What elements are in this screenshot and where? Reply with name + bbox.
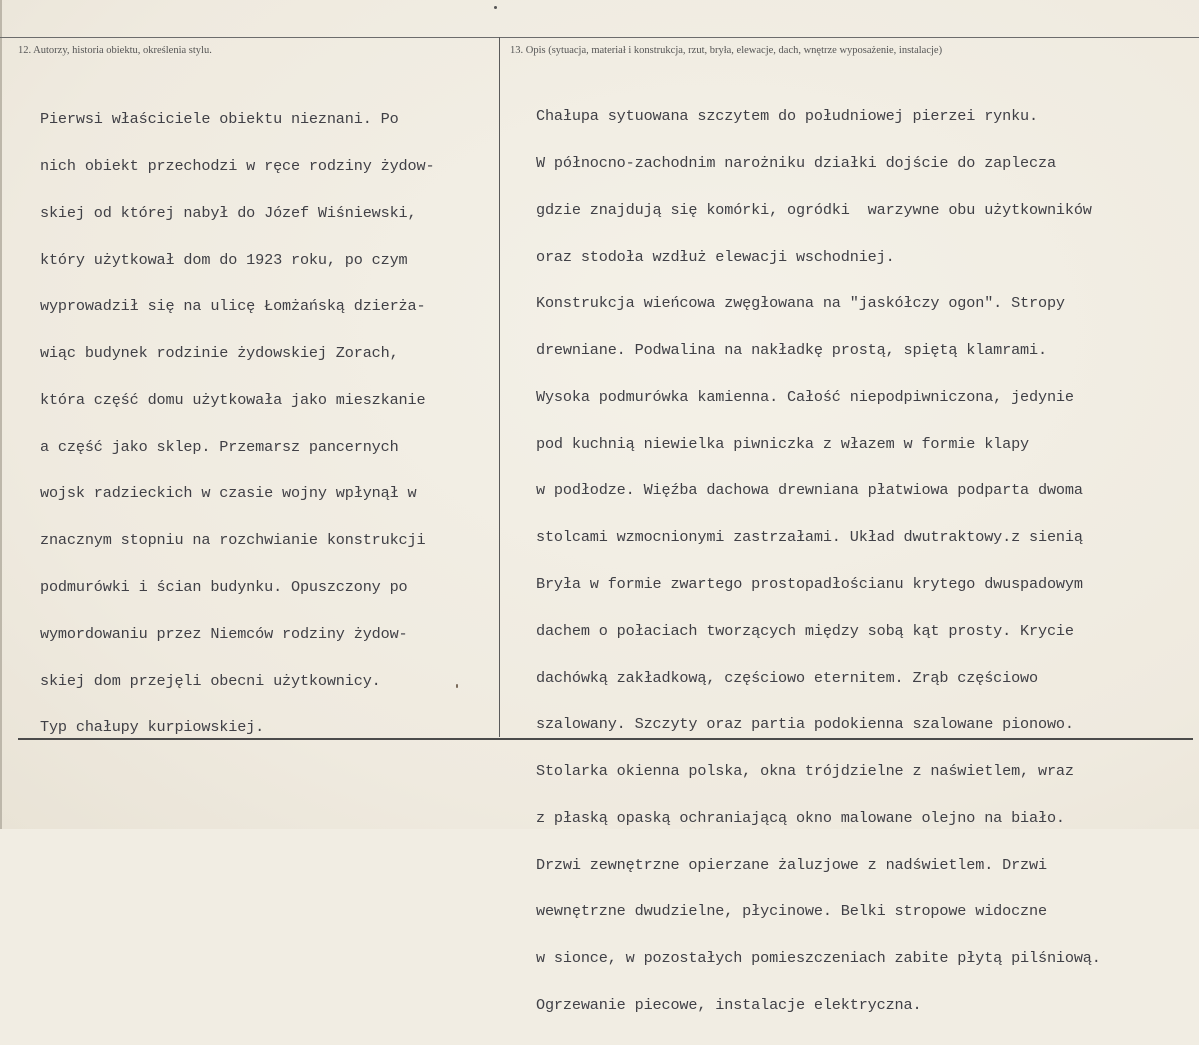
description-line: z płaską opaską ochraniającą okno malowane olejno na biało. — [536, 808, 1065, 827]
description-line: Chałupa sytuowana szczytem do południowej pierzei rynku. — [536, 107, 1038, 126]
description-line: Stolarka okienna polska, okna trójdzielne z naświetlem, wraz — [536, 762, 1074, 781]
description-line: dachówką zakładkową, częściowo eternitem. Zrąb częściowo — [536, 668, 1038, 687]
field-13-label: 13. Opis (sytuacja, materiał i konstrukcja, rzut, bryła, elewacje, dach, wnętrze wyposażenie, instalacje) — [510, 45, 943, 56]
field-12-label: 12. Autorzy, historia obiektu, określenia stylu. — [18, 45, 212, 56]
description-line: gdzie znajdują się komórki, ogródki warzywne obu użytkowników — [536, 200, 1092, 219]
history-line: podmurówki i ścian budynku. Opuszczony po — [40, 578, 408, 596]
history-line: który użytkował dom do 1923 roku, po czym — [40, 250, 408, 269]
description-text-block — [536, 78, 1101, 1045]
history-line: skiej od której nabył do Józef Wiśniewski, — [40, 203, 417, 222]
description-line: Bryła w formie zwartego prostopadłościanu krytego dwuspadowym — [536, 575, 1083, 593]
description-line: drewniane. Podwalina na nakładkę prostą, spiętą klamrami. — [536, 341, 1047, 360]
description-line: Drzwi zewnętrzne opierzane żaluzjowe z nadświetlem. Drzwi — [536, 855, 1047, 874]
history-line: znacznym stopniu na rozchwianie konstrukcji — [40, 531, 426, 550]
history-text-block — [40, 81, 434, 767]
history-line: wymordowaniu przez Niemców rodziny żydow- — [40, 624, 408, 643]
history-line: Typ chałupy kurpiowskiej. — [40, 718, 265, 737]
description-line: szalowany. Szczyty oraz partia podokienna szalowane pionowo. — [536, 715, 1074, 734]
column-divider — [499, 37, 500, 737]
description-line: oraz stodoła wzdłuż elewacji wschodniej. — [536, 247, 895, 266]
description-line: wewnętrzne dwudzielne, płycinowe. Belki stropowe widoczne — [536, 902, 1047, 921]
history-line: a część jako sklep. Przemarsz pancernych — [40, 437, 399, 456]
sheet-left-edge — [0, 0, 2, 829]
description-line: W północno-zachodnim narożniku działki dojście do zaplecza — [536, 153, 1056, 172]
description-line: w sionce, w pozostałych pomieszczeniach zabite płytą pilśniową. — [536, 949, 1101, 968]
description-line: Konstrukcja wieńcowa zwęgłowana na "jaskółczy ogon". Stropy — [536, 294, 1065, 313]
history-line: nich obiekt przechodzi w ręce rodziny żydow- — [40, 156, 435, 175]
description-line: stolcami wzmocnionymi zastrzałami. Układ dwutraktowy.z sienią — [536, 528, 1083, 547]
description-line: dachem o połaciach tworzących między sobą kąt prosty. Krycie — [536, 621, 1074, 640]
paper-speck — [456, 684, 458, 688]
description-line: Wysoka podmurówka kamienna. Całość niepodpiwniczona, jedynie — [536, 387, 1074, 406]
description-line: w podłodze. Więźba dachowa drewniana płatwiowa podparta dwoma — [536, 481, 1083, 500]
history-line: wojsk radzieckich w czasie wojny wpłynął w — [40, 484, 417, 503]
header-rule — [0, 37, 1199, 38]
history-line: która część domu użytkowała jako mieszkanie — [40, 390, 426, 409]
fold-mark — [494, 6, 497, 9]
history-line: skiej dom przejęli obecni użytkownicy. — [40, 671, 381, 690]
history-line: Pierwsi właściciele obiektu nieznani. Po — [40, 110, 399, 129]
description-line: Ogrzewanie piecowe, instalacje elektryczna. — [536, 996, 922, 1015]
history-line: wiąc budynek rodzinie żydowskiej Zorach, — [40, 344, 399, 363]
history-line: wyprowadził się na ulicę Łomżańską dzierża- — [40, 297, 426, 316]
description-line: pod kuchnią niewielka piwniczka z włazem w formie klapy — [536, 434, 1030, 453]
